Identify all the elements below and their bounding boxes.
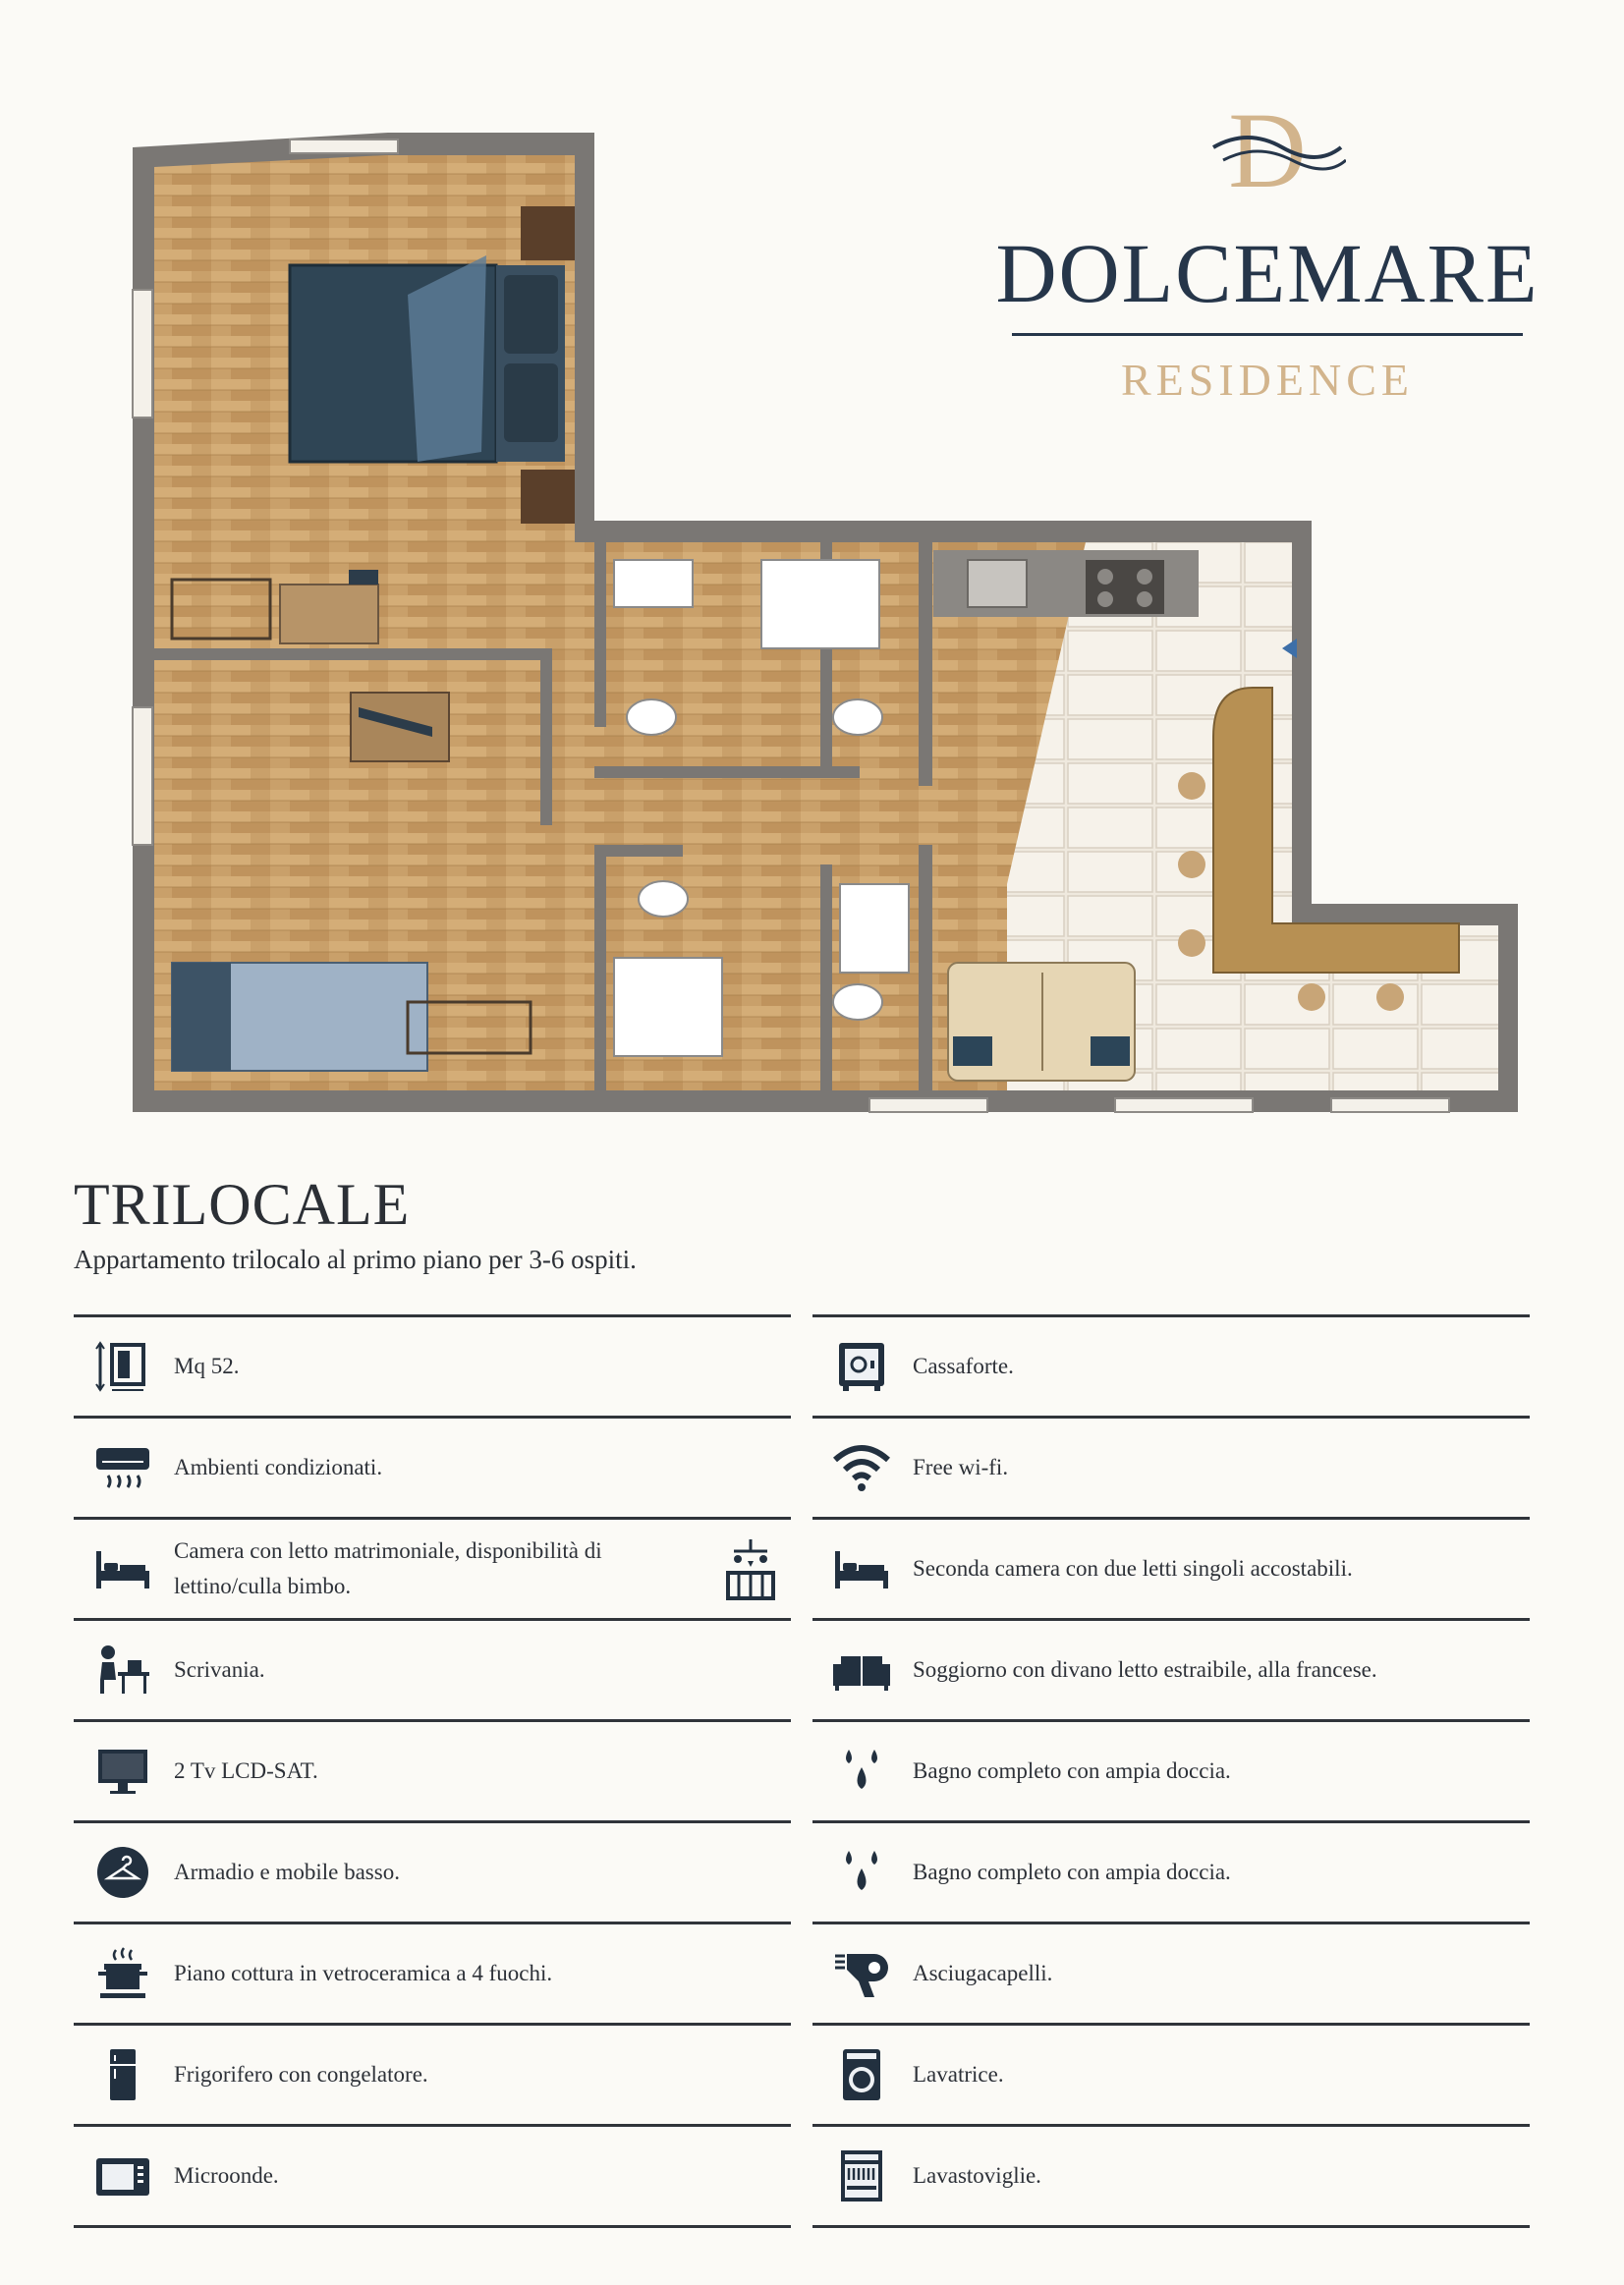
feature-row: [812, 1618, 1530, 1719]
feature-label: Lavatrice.: [913, 2062, 1004, 2088]
air-conditioner-icon: [87, 1438, 158, 1497]
feature-row: [74, 1314, 791, 1416]
sofa-icon: [826, 1641, 897, 1700]
feature-row: [812, 1416, 1530, 1517]
feature-row: [74, 1820, 791, 1922]
feature-row: [74, 1517, 791, 1618]
feature-label: Lavastoviglie.: [913, 2163, 1041, 2189]
fridge-icon: [87, 2045, 158, 2104]
crib-icon: [720, 1537, 781, 1602]
feature-label: 2 Tv LCD-SAT.: [174, 1758, 318, 1784]
microwave-icon: [87, 2146, 158, 2205]
feature-label: Bagno completo con ampia doccia.: [913, 1758, 1231, 1784]
feature-label: Microonde.: [174, 2163, 279, 2189]
feature-row: [812, 2124, 1530, 2228]
area-icon: [87, 1337, 158, 1396]
feature-row: [74, 1618, 791, 1719]
dishwasher-icon: [826, 2146, 897, 2205]
cooktop-pot-icon: [87, 1944, 158, 2003]
feature-row: [812, 1517, 1530, 1618]
brand-name: DOLCEMARE: [995, 226, 1540, 320]
wifi-icon: [826, 1438, 897, 1497]
feature-label: Mq 52.: [174, 1354, 240, 1379]
hairdryer-icon: [826, 1944, 897, 2003]
feature-label: Cassaforte.: [913, 1354, 1014, 1379]
feature-label: Scrivania.: [174, 1657, 265, 1683]
feature-row: [74, 2023, 791, 2124]
feature-label: Soggiorno con divano letto estraibile, alla francese.: [913, 1657, 1377, 1683]
feature-row: [812, 1922, 1530, 2023]
single-bed-icon: [826, 1539, 897, 1598]
tv-icon: [87, 1742, 158, 1801]
feature-row: [74, 1922, 791, 2023]
feature-label: Asciugacapelli.: [913, 1961, 1053, 1986]
feature-row: [74, 1416, 791, 1517]
feature-label: Armadio e mobile basso.: [174, 1860, 400, 1885]
svg-text:D: D: [1228, 93, 1307, 201]
listing-title: TRILOCALE: [74, 1172, 411, 1237]
feature-row: [74, 1719, 791, 1820]
hanger-icon: [87, 1843, 158, 1902]
feature-row: [812, 2023, 1530, 2124]
feature-label: Piano cottura in vetroceramica a 4 fuochi.: [174, 1961, 553, 1986]
features-right: [812, 1314, 1530, 2228]
features-left: [74, 1314, 791, 2228]
feature-row: [812, 1719, 1530, 1820]
safe-icon: [826, 1337, 897, 1396]
brand-tagline: RESIDENCE: [1121, 355, 1414, 405]
feature-label: Bagno completo con ampia doccia.: [913, 1860, 1231, 1885]
brand-logo: [992, 93, 1542, 408]
brand-divider: [1012, 333, 1523, 336]
desk-person-icon: [87, 1641, 158, 1700]
double-bed-icon: [87, 1539, 158, 1598]
water-drops-icon: [826, 1843, 897, 1902]
monogram-icon: [1189, 93, 1346, 201]
listing-description: Appartamento trilocalo al primo piano per 3-6 ospiti.: [74, 1245, 637, 1274]
feature-row: [74, 2124, 791, 2228]
washing-machine-icon: [826, 2045, 897, 2104]
feature-row: [812, 1314, 1530, 1416]
feature-label: Camera con letto matrimoniale, disponibilità di lettino/culla bimbo.: [174, 1538, 602, 1598]
feature-row: [812, 1820, 1530, 1922]
listing-header: [74, 1171, 637, 1275]
sofa: [948, 963, 1135, 1081]
feature-label: Ambienti condizionati.: [174, 1455, 383, 1480]
feature-label: Seconda camera con due letti singoli accostabili.: [913, 1556, 1353, 1582]
feature-label: Free wi-fi.: [913, 1455, 1009, 1480]
feature-label: Frigorifero con congelatore.: [174, 2062, 428, 2088]
water-drops-icon: [826, 1742, 897, 1801]
